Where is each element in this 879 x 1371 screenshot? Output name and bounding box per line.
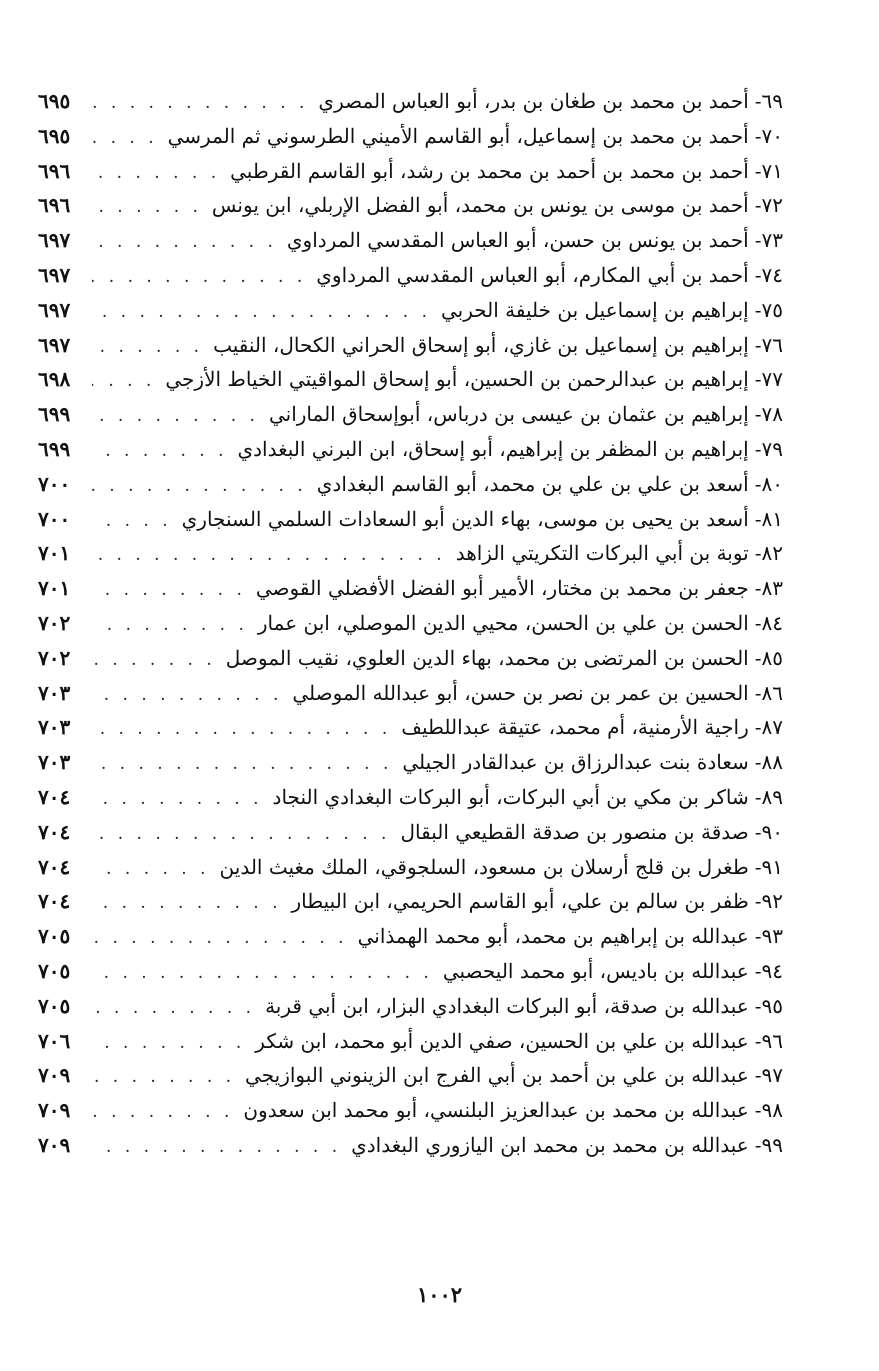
entry-number: ٩٢- xyxy=(754,889,783,914)
dot-leader xyxy=(92,1026,245,1061)
dot-leader xyxy=(92,678,282,713)
dot-leader xyxy=(92,1060,235,1095)
toc-entry xyxy=(38,154,783,189)
entry-page-number: ٦٩٧ xyxy=(38,228,71,253)
entry-title: أسعد بن يحيى بن موسى، بهاء الدين أبو السعادات السلمي السنجاري xyxy=(181,506,749,531)
entry-number: ٧١- xyxy=(754,158,783,183)
toc-entry xyxy=(38,954,783,989)
entry-title: شاكر بن مكي بن أبي البركات، أبو البركات البغدادي النجاد xyxy=(272,784,749,809)
dot-leader xyxy=(92,747,392,782)
toc-entry xyxy=(38,432,783,467)
entry-title: أحمد بن محمد بن إسماعيل، أبو القاسم الأميني الطرسوني ثم المرسي xyxy=(167,123,749,148)
dot-leader xyxy=(92,434,228,469)
toc-entry xyxy=(38,502,783,537)
entry-number: ٦٩- xyxy=(754,89,783,113)
entry-page-number: ٦٩٨ xyxy=(38,367,71,392)
entry-title: الحسين بن عمر بن نصر بن حسن، أبو عبدالله الموصلي xyxy=(292,680,749,705)
entry-page-number: ٦٩٦ xyxy=(38,193,71,218)
entry-title: إبراهيم بن المظفر بن إبراهيم، أبو إسحاق، ابن البرني البغدادي xyxy=(237,436,749,461)
dot-leader xyxy=(92,156,220,191)
dot-leader xyxy=(92,782,263,817)
entry-title: راجية الأرمنية، أم محمد، عتيقة عبداللطيف xyxy=(401,715,749,740)
dot-leader xyxy=(92,1130,341,1165)
entry-number: ٨٦- xyxy=(754,680,783,705)
toc-entry xyxy=(38,467,783,502)
toc-entry xyxy=(38,293,783,328)
entry-number: ٨٢- xyxy=(754,541,783,566)
dot-leader xyxy=(92,330,203,365)
entry-number: ٩٧- xyxy=(754,1063,783,1088)
entry-title: الحسن بن المرتضى بن محمد، بهاء الدين العلوي، نقيب الموصل xyxy=(225,645,749,670)
dot-leader xyxy=(92,921,348,956)
entry-page-number: ٧٠٢ xyxy=(38,610,71,635)
toc-entry xyxy=(38,1128,783,1163)
entry-title: توبة بن أبي البركات التكريتي الزاهد xyxy=(455,541,749,566)
dot-leader xyxy=(92,86,308,121)
entry-title: عبدالله بن علي بن أحمد بن أبي الفرج ابن الزينوني البوازيجي xyxy=(245,1063,749,1088)
entry-title: عبدالله بن علي بن الحسين، صفي الدين أبو محمد، ابن شكر xyxy=(255,1028,749,1053)
entry-number: ٧٨- xyxy=(754,402,783,427)
entry-number: ٧٧- xyxy=(754,367,783,392)
entry-number: ٨٥- xyxy=(754,645,783,670)
toc-entry xyxy=(38,1058,783,1093)
entry-page-number: ٦٩٥ xyxy=(38,123,71,148)
entry-number: ٩٨- xyxy=(754,1098,783,1123)
entry-number: ٩٣- xyxy=(754,924,783,949)
entry-page-number: ٧٠١ xyxy=(38,576,71,601)
dot-leader xyxy=(92,608,248,643)
entry-page-number: ٧٠٣ xyxy=(38,680,71,705)
dot-leader xyxy=(92,469,307,504)
entry-number: ٨٧- xyxy=(754,715,783,740)
entry-title: صدقة بن منصور بن صدقة القطيعي البقال xyxy=(400,819,749,844)
entry-number: ٩٥- xyxy=(754,993,783,1018)
entry-page-number: ٦٩٩ xyxy=(38,436,71,461)
toc-entry xyxy=(38,850,783,885)
page-number: ١٠٠٢ xyxy=(416,1282,463,1307)
entry-number: ٧٦- xyxy=(754,332,783,357)
toc-entry xyxy=(38,362,783,397)
dot-leader xyxy=(92,1095,233,1130)
entry-title: سعادة بنت عبدالرزاق بن عبدالقادر الجيلي xyxy=(402,750,749,775)
entry-title: إبراهيم بن عبدالرحمن بن الحسين، أبو إسحاق المواقيتي الخياط الأزجي xyxy=(165,367,749,392)
toc-entry xyxy=(38,84,783,119)
entry-title: أحمد بن أبي المكارم، أبو العباس المقدسي المرداوي xyxy=(316,262,749,287)
entry-number: ٧٤- xyxy=(754,262,783,287)
entry-page-number: ٧٠١ xyxy=(38,541,71,566)
entry-page-number: ٧٠٥ xyxy=(38,993,71,1018)
entry-page-number: ٧٠٣ xyxy=(38,715,71,740)
entry-number: ٧٠- xyxy=(754,123,783,148)
toc-entry xyxy=(38,745,783,780)
entry-page-number: ٧٠٤ xyxy=(38,854,71,879)
toc-entry xyxy=(38,676,783,711)
entry-page-number: ٦٩٩ xyxy=(38,402,71,427)
entry-number: ٨١- xyxy=(754,506,783,531)
dot-leader xyxy=(92,991,255,1026)
entry-title: عبدالله بن إبراهيم بن محمد، أبو محمد الهمذاني xyxy=(357,924,749,949)
entry-number: ٧٥- xyxy=(754,297,783,322)
dot-leader xyxy=(92,295,431,330)
entry-title: إبراهيم بن عثمان بن عيسى بن درباس، أبوإسحاق الماراني xyxy=(268,402,749,427)
toc-entry xyxy=(38,884,783,919)
entry-number: ٨٤- xyxy=(754,610,783,635)
entry-title: عبدالله بن صدقة، أبو البركات البغدادي البزار، ابن أبي قربة xyxy=(265,993,749,1018)
entry-title: أحمد بن محمد بن أحمد بن محمد بن رشد، أبو القاسم القرطبي xyxy=(230,158,749,183)
toc-entry xyxy=(38,223,783,258)
toc-entry xyxy=(38,815,783,850)
entry-page-number: ٧٠٠ xyxy=(38,506,71,531)
toc-entry xyxy=(38,1024,783,1059)
entry-title: الحسن بن علي بن الحسن، محيي الدين الموصلي، ابن عمار xyxy=(257,610,749,635)
entry-page-number: ٧٠٥ xyxy=(38,924,71,949)
entry-title: أسعد بن علي بن علي بن محمد، أبو القاسم البغدادي xyxy=(316,471,749,496)
toc-entry xyxy=(38,989,783,1024)
dot-leader xyxy=(92,643,216,678)
entry-page-number: ٧٠٦ xyxy=(38,1028,71,1053)
entry-page-number: ٧٠٢ xyxy=(38,645,71,670)
toc-entry xyxy=(38,919,783,954)
entry-title: جعفر بن محمد بن مختار، الأمير أبو الفضل الأفضلي القوصي xyxy=(255,576,749,601)
dot-leader xyxy=(92,260,306,295)
entry-page-number: ٧٠٥ xyxy=(38,958,71,983)
entry-page-number: ٧٠٤ xyxy=(38,819,71,844)
entry-page-number: ٧٠٠ xyxy=(38,471,71,496)
dot-leader xyxy=(92,121,158,156)
toc-entry xyxy=(38,1093,783,1128)
toc-entry xyxy=(38,188,783,223)
toc-entry xyxy=(38,258,783,293)
entry-page-number: ٦٩٧ xyxy=(38,297,71,322)
toc-entry xyxy=(38,780,783,815)
entry-title: أحمد بن يونس بن حسن، أبو العباس المقدسي المرداوي xyxy=(286,228,749,253)
toc-entry xyxy=(38,571,783,606)
dot-leader xyxy=(92,225,277,260)
entry-title: ظفر بن سالم بن علي، أبو القاسم الحريمي، ابن البيطار xyxy=(291,889,749,914)
entry-number: ٩١- xyxy=(754,854,783,879)
dot-leader xyxy=(92,886,281,921)
entry-number: ٧٣- xyxy=(754,228,783,253)
dot-leader xyxy=(92,573,246,608)
entry-title: إبراهيم بن إسماعيل بن غازي، أبو إسحاق الحراني الكحال، النقيب xyxy=(213,332,749,357)
dot-leader xyxy=(92,538,446,573)
entry-number: ٨٩- xyxy=(754,784,783,809)
toc-entry xyxy=(38,710,783,745)
toc-entry xyxy=(38,397,783,432)
entry-page-number: ٦٩٧ xyxy=(38,262,71,287)
entry-title: عبدالله بن باديس، أبو محمد اليحصبي xyxy=(442,958,749,983)
dot-leader xyxy=(92,817,390,852)
entry-page-number: ٧٠٣ xyxy=(38,750,71,775)
table-of-contents xyxy=(38,84,783,1163)
entry-number: ٩٩- xyxy=(754,1132,783,1157)
entry-number: ٨٠- xyxy=(754,471,783,496)
entry-page-number: ٦٩٦ xyxy=(38,158,71,183)
toc-entry xyxy=(38,328,783,363)
dot-leader xyxy=(92,364,155,399)
entry-number: ٨٨- xyxy=(754,750,783,775)
entry-page-number: ٧٠٩ xyxy=(38,1063,71,1088)
dot-leader xyxy=(92,399,259,434)
entry-number: ٧٢- xyxy=(754,193,783,218)
dot-leader xyxy=(92,712,391,747)
entry-page-number: ٦٩٥ xyxy=(38,89,71,113)
entry-title: إبراهيم بن إسماعيل بن خليفة الحربي xyxy=(440,297,749,322)
entry-page-number: ٧٠٩ xyxy=(38,1098,71,1123)
entry-title: أحمد بن موسى بن يونس بن محمد، أبو الفضل الإربلي، ابن يونس xyxy=(211,193,749,218)
toc-entry xyxy=(38,536,783,571)
entry-title: عبدالله بن محمد بن عبدالعزيز البلنسي، أبو محمد ابن سعدون xyxy=(243,1098,749,1123)
dot-leader xyxy=(92,852,210,887)
entry-page-number: ٧٠٤ xyxy=(38,784,71,809)
entry-title: طغرل بن قلج أرسلان بن مسعود، السلجوقي، الملك مغيث الدين xyxy=(219,854,749,879)
entry-number: ٩٦- xyxy=(754,1028,783,1053)
entry-page-number: ٧٠٤ xyxy=(38,889,71,914)
entry-number: ٨٣- xyxy=(754,576,783,601)
dot-leader xyxy=(92,956,433,991)
entry-page-number: ٦٩٧ xyxy=(38,332,71,357)
entry-number: ٧٩- xyxy=(754,436,783,461)
toc-entry xyxy=(38,119,783,154)
entry-number: ٩٠- xyxy=(754,819,783,844)
dot-leader xyxy=(92,504,172,539)
entry-title: عبدالله بن محمد بن محمد ابن اليازوري البغدادي xyxy=(351,1132,749,1157)
entry-number: ٩٤- xyxy=(754,958,783,983)
dot-leader xyxy=(92,190,202,225)
toc-entry xyxy=(38,606,783,641)
entry-page-number: ٧٠٩ xyxy=(38,1132,71,1157)
toc-entry xyxy=(38,641,783,676)
entry-title: أحمد بن محمد بن طغان بن بدر، أبو العباس المصري xyxy=(318,89,749,113)
